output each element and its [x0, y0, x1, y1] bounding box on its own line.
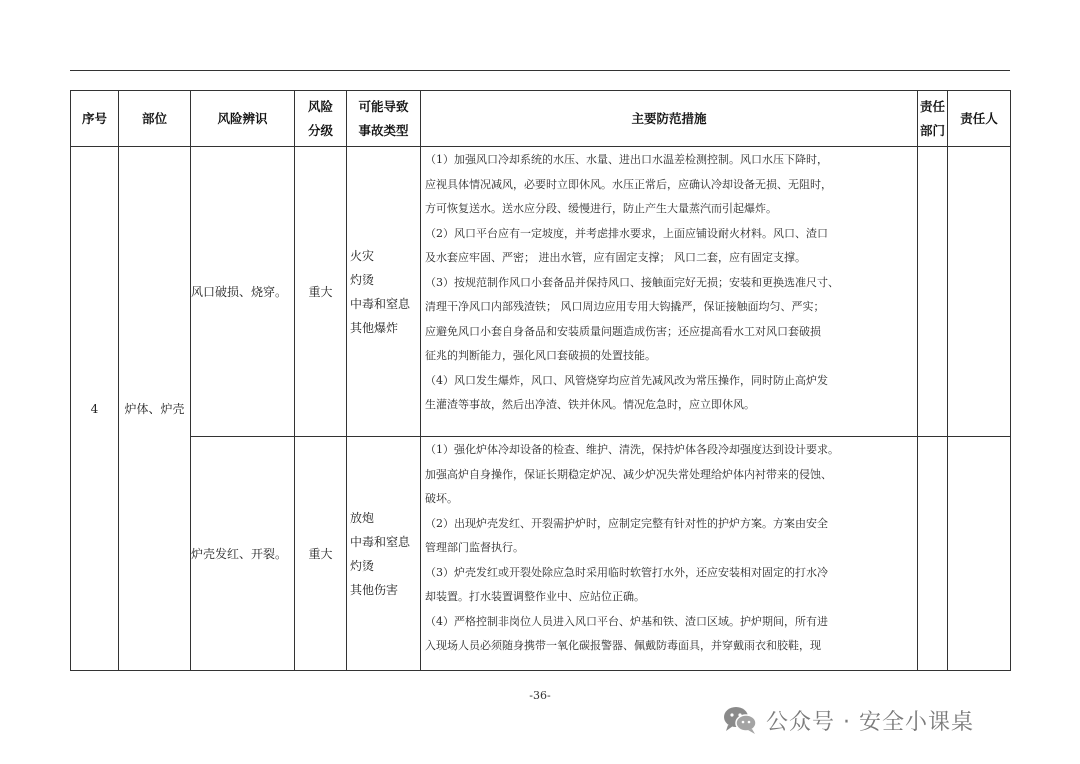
risk-level: 重大	[295, 437, 347, 671]
header-dept-line: 部门	[919, 122, 945, 138]
measure-line: 破坏。	[425, 492, 458, 505]
header-dept	[918, 91, 948, 147]
header-accident-type	[347, 91, 421, 147]
header-row	[71, 91, 1011, 147]
dept-cell	[918, 437, 948, 671]
risk-item: 风口破损、烧穿。	[191, 147, 295, 437]
row-part: 炉体、炉壳	[119, 147, 191, 671]
header-risk-level-line: 分级	[307, 122, 333, 138]
header-no: 序号	[71, 91, 119, 147]
accident-types	[347, 437, 421, 671]
measure-line: （1）加强风口冷却系统的水压、水量、进出口水温差检测控制。风口水压下降时，	[425, 153, 828, 166]
accident-types	[347, 147, 421, 437]
header-risk-id: 风险辨识	[191, 91, 295, 147]
page-number: -36-	[529, 689, 551, 702]
accident-type: 灼烫	[350, 558, 375, 573]
header-part: 部位	[119, 91, 191, 147]
accident-type: 火灾	[350, 248, 375, 263]
header-accident-line: 事故类型	[358, 122, 409, 138]
risk-table	[70, 90, 1011, 671]
measure-line: 却装置。打水装置调整作业中、应站位正确。	[425, 590, 645, 603]
table-row	[71, 147, 1011, 437]
measure-line: （4）严格控制非岗位人员进入风口平台、炉基和铁、渣口区域。护炉期间，所有进	[425, 614, 828, 628]
row-number: 4	[71, 147, 119, 671]
header-measures: 主要防范措施	[421, 91, 918, 147]
risk-level: 重大	[295, 147, 347, 437]
header-risk-level-line: 风险	[307, 98, 333, 114]
measure-line: （2）出现炉壳发红、开裂需护炉时，应制定完整有针对性的护炉方案。方案由安全	[425, 516, 828, 530]
measure-line: 应视具体情况减风，必要时立即休风。水压正常后，应确认冷却设备无损、无阻时，	[425, 177, 832, 191]
measures-cell	[421, 147, 918, 437]
measure-line: 加强高炉自身操作，保证长期稳定炉况、减少炉况失常处理给炉体内衬带来的侵蚀、	[425, 467, 832, 481]
measure-line: 应避免风口小套自身备品和安装质量问题造成伤害；还应提高看水工对风口套破损	[425, 324, 821, 338]
dept-cell	[918, 147, 948, 437]
header-person: 责任人	[948, 91, 1011, 147]
measure-line: （4）风口发生爆炸，风口、风管烧穿均应首先减风改为常压操作，同时防止高炉发	[425, 373, 828, 387]
measure-line: 征兆的判断能力，强化风口套破损的处置技能。	[425, 349, 656, 362]
risk-item: 炉壳发红、开裂。	[191, 437, 295, 671]
measure-line: 及水套应牢固、严密； 进出水管，应有固定支撑； 风口二套，应有固定支撑。	[425, 251, 806, 264]
accident-type: 中毒和窒息	[350, 296, 411, 311]
measure-line: （3）炉壳发红或开裂处除应急时采用临时软管打水外，还应安装相对固定的打水冷	[425, 565, 828, 579]
measure-line: （2）风口平台应有一定坡度，并考虑排水要求，上面应铺设耐火材料。风口、渣口	[425, 226, 828, 240]
watermark-text: 公众号 · 安全小课桌	[766, 709, 974, 735]
wechat-icon	[722, 705, 758, 735]
person-cell	[948, 437, 1011, 671]
header-dept-line: 责任	[919, 98, 945, 114]
measures-cell	[421, 437, 918, 671]
measure-line: 管理部门监督执行。	[425, 541, 524, 554]
table-row	[71, 437, 1011, 671]
watermark	[722, 702, 974, 738]
header-accident-line: 可能导致	[358, 98, 409, 114]
accident-type: 其他伤害	[350, 582, 399, 597]
measure-line: （1）强化炉体冷却设备的检查、维护、清洗，保持炉体各段冷却强度达到设计要求。	[425, 443, 839, 456]
accident-type: 中毒和窒息	[350, 534, 411, 549]
measure-line: （3）按规范制作风口小套备品并保持风口、接触面完好无损；安装和更换选准尺寸、	[425, 275, 839, 289]
accident-type: 其他爆炸	[350, 320, 399, 335]
measure-line: 清理干净风口内部残渣铁； 风口周边应用专用大钩撬严，保证接触面均匀、严实；	[425, 300, 825, 313]
header-rule	[70, 70, 1010, 71]
header-risk-level	[295, 91, 347, 147]
measure-line: 方可恢复送水。送水应分段、缓慢进行，防止产生大量蒸汽而引起爆炸。	[425, 202, 777, 215]
measure-line: 入现场人员必须随身携带一氧化碳报警器、佩戴防毒面具，并穿戴雨衣和胶鞋，现	[425, 639, 821, 652]
accident-type: 放炮	[350, 510, 375, 525]
measure-line: 生灌渣等事故，然后出净渣、铁并休风。情况危急时，应立即休风。	[425, 398, 755, 411]
person-cell	[948, 147, 1011, 437]
accident-type: 灼烫	[350, 272, 375, 287]
